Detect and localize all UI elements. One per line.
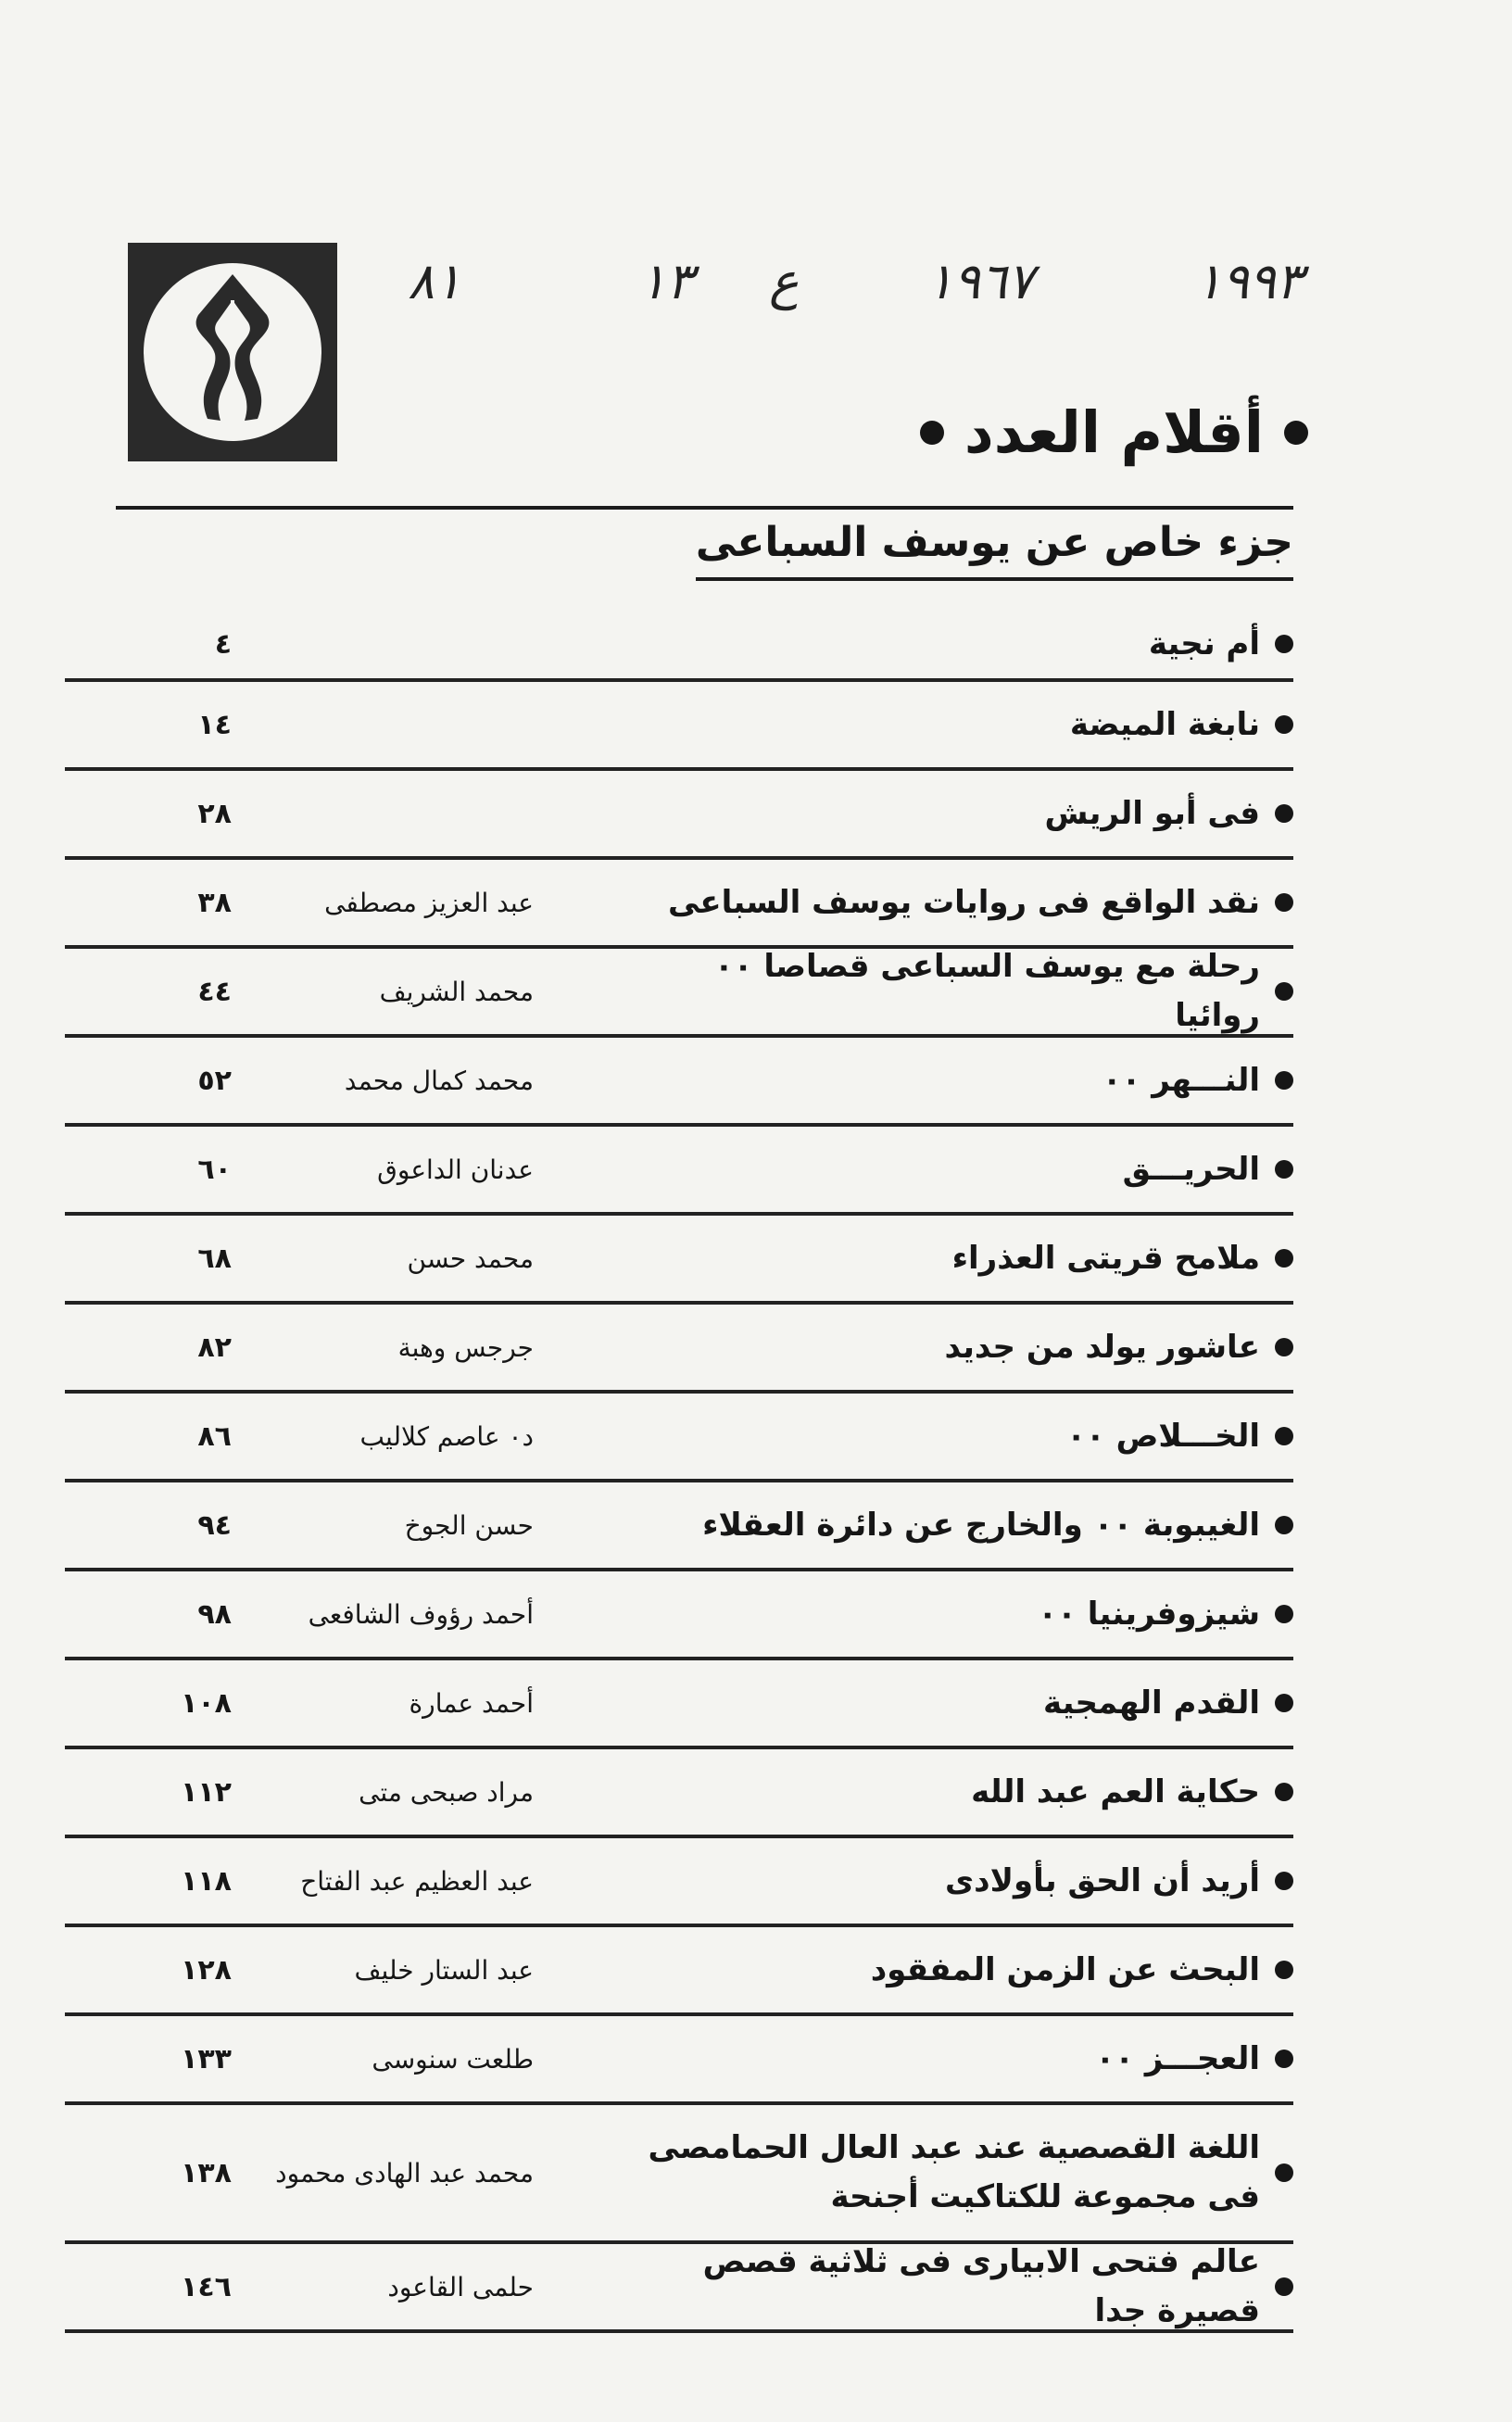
toc-entry	[65, 771, 1293, 860]
bullet-icon	[1275, 1605, 1293, 1623]
bullet-icon	[1275, 1961, 1293, 1979]
toc-entry-title-text: الخـــلاص ٠٠	[1066, 1417, 1260, 1455]
toc-entry-title	[645, 1482, 1293, 1568]
bullet-icon	[1275, 982, 1293, 1001]
toc-entry	[65, 1749, 1293, 1838]
toc-entry-title	[645, 1305, 1293, 1390]
toc-entry	[65, 1127, 1293, 1216]
toc-entry-author: محمد عبد الهادى محمود	[275, 2157, 534, 2189]
handwritten-year-1967: ١٩٦٧	[926, 252, 1035, 310]
handwritten-number-13: ١٣	[639, 252, 694, 310]
bullet-icon	[1275, 1071, 1293, 1090]
toc-entry-author: أحمد رؤوف الشافعى	[308, 1598, 534, 1630]
toc-entry-title-text: النـــهر ٠٠	[1102, 1061, 1260, 1099]
toc-entry-title-text: حكاية العم عبد الله	[971, 1772, 1260, 1810]
toc-entry-title	[645, 1394, 1293, 1479]
toc-entry-page-number: ٨٦	[197, 1419, 232, 1453]
toc-entry-title	[645, 860, 1293, 945]
toc-entry-page-number: ٦٨	[197, 1242, 232, 1275]
toc-entry-title	[645, 1571, 1293, 1657]
toc-entry-author: عبد العزيز مصطفى	[324, 887, 534, 918]
toc-entry-author: حسن الجوخ	[404, 1509, 534, 1541]
toc-entry-page-number: ١٢٨	[181, 1953, 232, 1987]
toc-entry	[65, 2105, 1293, 2244]
toc-entry-title-text: أم نجية	[1148, 624, 1260, 662]
bullet-icon	[1275, 635, 1293, 653]
toc-entry-page-number: ١٤	[197, 708, 232, 741]
toc-entry-title-text: العجـــز ٠٠	[1095, 2039, 1260, 2077]
toc-entry-author: مراد صبحى متى	[359, 1776, 534, 1808]
toc-entry-page-number: ٩٨	[197, 1597, 232, 1631]
table-of-contents	[65, 610, 1293, 2333]
toc-entry-author: عدنان الداعوق	[377, 1154, 534, 1185]
toc-entry-title-text: البحث عن الزمن المفقود	[870, 1950, 1260, 1988]
toc-entry-title-text: نابغة الميضة	[1069, 705, 1260, 743]
bullet-icon	[1275, 1872, 1293, 1890]
toc-entry-title	[645, 610, 1293, 678]
heading-divider	[116, 506, 1293, 510]
toc-entry-title	[645, 1038, 1293, 1123]
bullet-icon	[1275, 715, 1293, 734]
bullet-icon	[1275, 804, 1293, 823]
toc-entry-title-text: عاشور يولد من جديد	[944, 1328, 1260, 1366]
toc-entry-title-text: الغيبوبة ٠٠ والخارج عن دائرة العقلاء	[702, 1506, 1260, 1544]
toc-entry-title	[645, 949, 1293, 1034]
toc-entry-title	[645, 2244, 1293, 2329]
bullet-icon	[1275, 1427, 1293, 1445]
toc-entry	[65, 1838, 1293, 1927]
toc-entry-page-number: ١١٨	[181, 1864, 232, 1898]
toc-entry-author: محمد الشريف	[379, 976, 534, 1007]
toc-entry-title-text: نقد الواقع فى روايات يوسف السباعى	[668, 883, 1260, 921]
toc-entry-title	[645, 1127, 1293, 1212]
toc-entry-page-number: ٦٠	[197, 1153, 232, 1186]
toc-entry-page-number: ١٠٨	[181, 1686, 232, 1720]
toc-entry-title-text: شيزوفرينيا ٠٠	[1038, 1595, 1260, 1633]
toc-entry	[65, 1394, 1293, 1482]
magazine-logo	[128, 243, 337, 461]
toc-entry-page-number: ١٤٦	[181, 2270, 232, 2303]
toc-entry	[65, 1305, 1293, 1394]
toc-entry-title-text: القدم الهمجية	[1043, 1684, 1260, 1722]
toc-entry	[65, 1216, 1293, 1305]
toc-entry-title	[645, 1216, 1293, 1301]
bullet-icon	[1275, 1338, 1293, 1356]
toc-entry	[65, 1038, 1293, 1127]
toc-entry-author	[200, 771, 534, 856]
toc-entry-page-number: ٥٢	[197, 1064, 232, 1097]
toc-entry-page-number: ١٣٣	[181, 2042, 232, 2075]
handwritten-note	[408, 252, 1308, 326]
toc-entry-title-text: ملامح قريتى العذراء	[951, 1239, 1260, 1277]
toc-entry	[65, 682, 1293, 771]
toc-entry-title	[645, 771, 1293, 856]
toc-entry-author: عبد الستار خليف	[354, 1954, 534, 1986]
bullet-icon	[1275, 2277, 1293, 2296]
bullet-icon	[1275, 1160, 1293, 1179]
toc-entry-page-number: ٩٤	[197, 1508, 232, 1542]
toc-entry-title	[645, 1927, 1293, 2012]
toc-entry-title	[645, 1749, 1293, 1835]
toc-entry-title	[645, 682, 1293, 767]
bullet-icon	[1275, 1783, 1293, 1801]
toc-entry-page-number: ٤٤	[197, 975, 232, 1008]
toc-entry-page-number: ٣٨	[197, 886, 232, 919]
toc-entry-title-text: عالم فتحى الابيارى فى ثلاثية قصص قصيرة جدا	[702, 2243, 1260, 2329]
toc-entry-title	[645, 2016, 1293, 2101]
heading-text: أقلام العدد	[964, 398, 1264, 466]
toc-entry-author	[200, 610, 534, 678]
toc-entry	[65, 1482, 1293, 1571]
toc-entry	[65, 2244, 1293, 2333]
toc-entry-author: طلعت سنوسى	[372, 2043, 534, 2075]
toc-entry-page-number: ٢٨	[197, 797, 232, 830]
toc-entry-page-number: ٨٢	[197, 1331, 232, 1364]
toc-entry-author: حلمى القاعود	[387, 2271, 534, 2302]
toc-entry-title-text: فى أبو الريش	[1044, 794, 1260, 832]
pen-nib-emblem-icon	[128, 243, 337, 461]
toc-entry	[65, 949, 1293, 1038]
bullet-icon	[1275, 2050, 1293, 2068]
toc-entry-author: محمد حسن	[407, 1243, 534, 1274]
bullet-icon	[1275, 2163, 1293, 2182]
toc-entry	[65, 610, 1293, 682]
bullet-icon	[1275, 1694, 1293, 1712]
handwritten-year-1993: ١٩٩٣	[1195, 252, 1304, 310]
toc-entry-title-text: أريد أن الحق بأولادى	[945, 1861, 1260, 1899]
toc-entry-title	[645, 1838, 1293, 1924]
toc-entry	[65, 1660, 1293, 1749]
issue-contributors-heading	[920, 398, 1308, 466]
bullet-icon	[1275, 1249, 1293, 1268]
bullet-icon	[1275, 893, 1293, 912]
bullet-icon	[1284, 421, 1308, 445]
handwritten-letter: ع	[769, 252, 800, 310]
toc-entry	[65, 1571, 1293, 1660]
toc-entry-author: أحمد عمارة	[409, 1687, 534, 1719]
toc-entry-page-number: ٤	[214, 627, 232, 661]
toc-entry-title	[645, 2105, 1293, 2240]
toc-entry-author	[200, 682, 534, 767]
toc-entry	[65, 1927, 1293, 2016]
toc-entry-page-number: ١٣٨	[181, 2156, 232, 2189]
toc-entry-author: د٠ عاصم كلاليب	[359, 1420, 534, 1452]
handwritten-number-81: ٨١	[408, 252, 462, 310]
toc-entry-author: محمد كمال محمد	[344, 1065, 534, 1096]
toc-entry-title-text: رحلة مع يوسف السباعى قصاصا ٠٠ روائيا	[713, 948, 1260, 1034]
toc-entry-title-text: الحريـــق	[1122, 1150, 1260, 1188]
toc-entry	[65, 860, 1293, 949]
bullet-icon	[1275, 1516, 1293, 1534]
toc-entry-author: عبد العظيم عبد الفتاح	[300, 1865, 534, 1897]
bullet-icon	[920, 421, 944, 445]
toc-entry	[65, 2016, 1293, 2105]
toc-entry-title-text: اللغة القصصية عند عبد العال الحمامصى فى مجموعة للكتاكيت أجنحة	[648, 2129, 1260, 2215]
section-title: جزء خاص عن يوسف السباعى	[696, 519, 1293, 581]
toc-entry-title	[645, 1660, 1293, 1746]
toc-entry-page-number: ١١٢	[181, 1775, 232, 1809]
toc-entry-author: جرجس وهبة	[397, 1331, 534, 1363]
